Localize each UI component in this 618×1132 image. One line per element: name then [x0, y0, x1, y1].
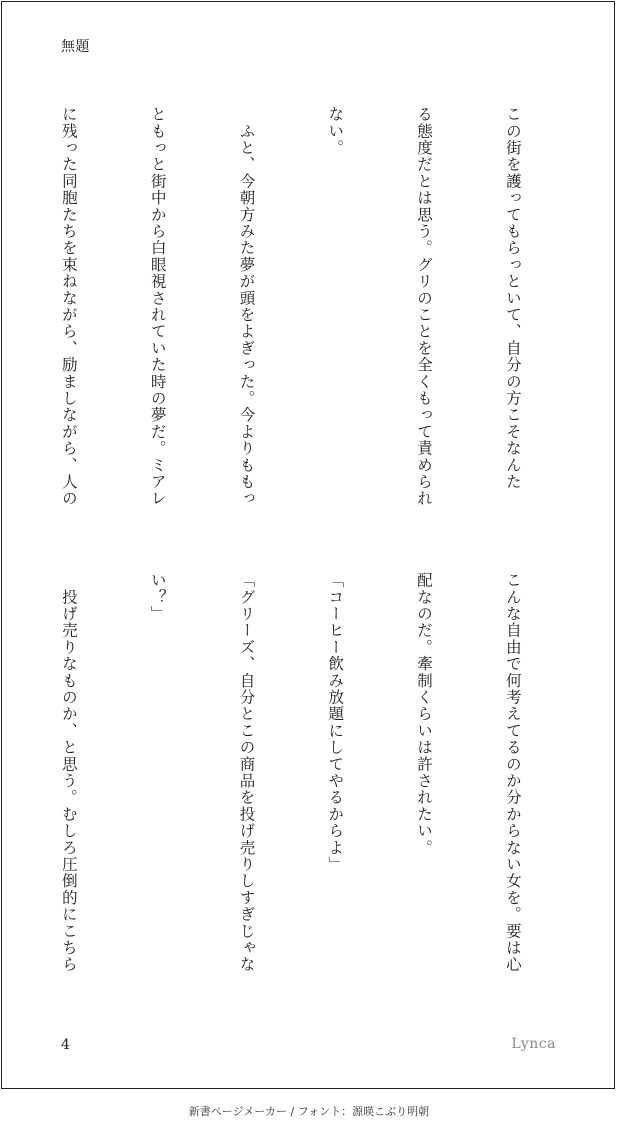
credit-line: 新書ページメーカー / フォント：源暎こぶり明朝 [188, 1105, 430, 1118]
text-line: 「コーヒー飲み放題にしてやるからよ」 [326, 572, 345, 873]
text-line: ふと、今朝方みた夢が頭をよぎった。今よりももっ [237, 106, 256, 507]
author-name: Lynca [511, 1036, 556, 1052]
text-line: 配なのだ。牽制くらいは許されたい。 [415, 572, 434, 856]
text-line: い？」 [148, 572, 167, 623]
bottom-text-block [0, 572, 586, 1012]
text-line: に残った同胞たちを束ねながら、励ましながら、人の [59, 106, 78, 507]
book-page [1, 1, 615, 1089]
text-line: る態度だとは思う。グリのことを全くもって責められ [415, 106, 434, 507]
text-line: こんな自由で何考えてるのか分からない女を。要は心 [503, 572, 522, 973]
top-text-block [0, 106, 586, 546]
page-title: 無題 [61, 39, 90, 55]
text-line: ない。 [326, 106, 345, 157]
text-line: 投げ売りなものか、と思う。むしろ圧倒的にこちら [59, 572, 78, 973]
text-line: ともっと街中から白眼視されていた時の夢だ。ミアレ [148, 106, 167, 507]
text-line: 「グリーズ、自分とこの商品を投げ売りしすぎじゃな [237, 572, 256, 973]
page-number: 4 [61, 1037, 70, 1053]
text-line: この街を護ってもらっといて、自分の方こそなんた [503, 106, 522, 491]
